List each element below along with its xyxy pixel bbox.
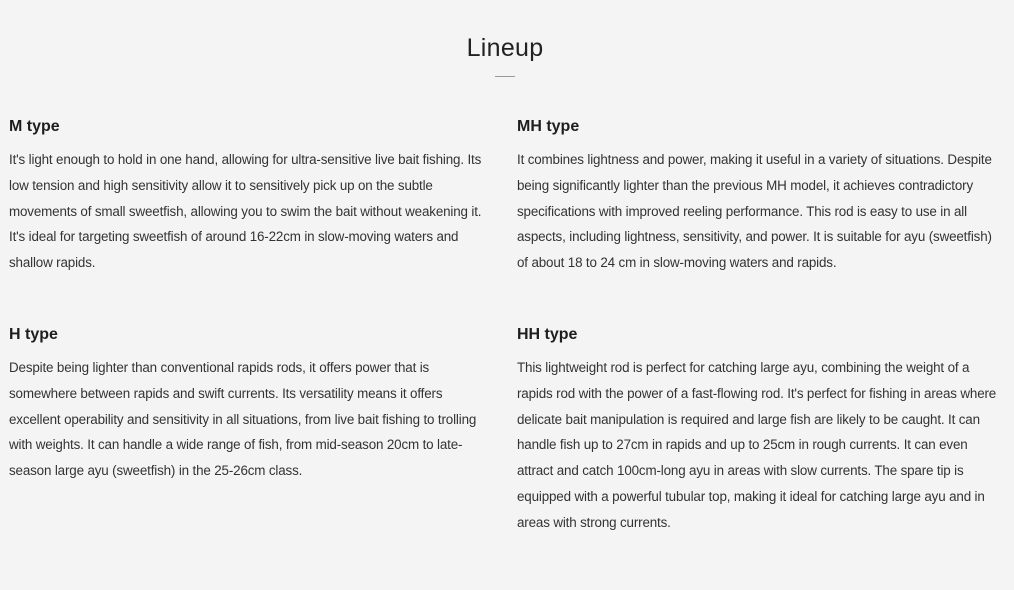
lineup-card-h-type: [9, 324, 489, 484]
card-description: It combines lightness and power, making it useful in a variety of situations. Despite being significantly lighter than the previous MH model, it achieves contradictory specifications with improved reeling performance. This rod is easy to use in all aspects, including lightness, sensitivity, and power. It is suitable for ayu (sweetfish) of about 18 to 24 cm in slow-moving waters and rapids.: [517, 152, 992, 271]
title-divider: [495, 76, 515, 77]
card-heading: HH type: [517, 326, 578, 343]
card-description: It's light enough to hold in one hand, allowing for ultra-sensitive live bait fishing. Its low tension and high sensitivity allow it to sensitively pick up on the subtle movements of small sweetfish, allowing you to swim the bait without weakening it. It's ideal for targeting sweetfish of around 16-22cm in slow-moving waters and shallow rapids.: [9, 152, 482, 271]
card-description: This lightweight rod is perfect for catching large ayu, combining the weight of a rapids rod with the power of a fast-flowing rod. It's perfect for fishing in areas where delicate bait manipulation is required and large fish are likely to be caught. It can handle fish up to 27cm in rapids and up to 25cm in rough currents. It can even attract and catch 100cm-long ayu in areas with slow currents. The spare tip is equipped with a powerful tubular top, making it ideal for catching large ayu and in areas with strong currents.: [517, 360, 997, 530]
lineup-card-hh-type: [517, 324, 1005, 536]
card-description: Despite being lighter than conventional rapids rods, it offers power that is somewhere between rapids and swift currents. Its versatility means it offers excellent operability and sensitivity in all situations, from live bait fishing to trolling with weights. It can handle a wide range of fish, from mid-season 20cm to late-season large ayu (sweetfish) in the 25-26cm class.: [9, 360, 477, 479]
card-heading: H type: [9, 326, 58, 343]
lineup-card-m-type: [9, 116, 487, 276]
card-heading: MH type: [517, 118, 580, 135]
section-title: Lineup: [466, 34, 544, 62]
lineup-card-mh-type: [517, 116, 1002, 276]
card-heading: M type: [9, 118, 60, 135]
